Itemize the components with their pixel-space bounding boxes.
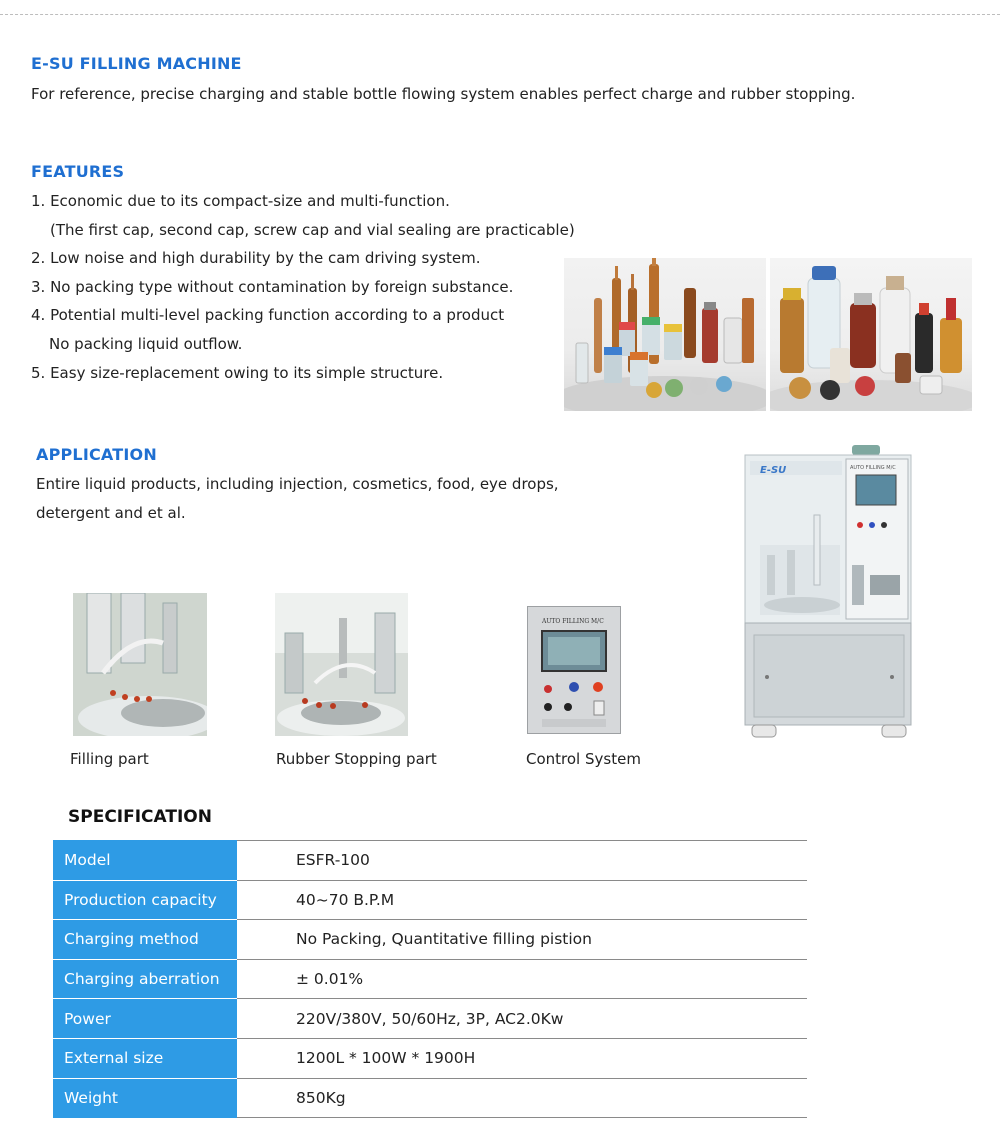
feature-item: (The first cap, second cap, screw cap and vial sealing are practicable) (50, 220, 575, 239)
filling-part-caption: Filling part (70, 750, 149, 768)
intro-text: For reference, precise charging and stable bottle flowing system enables perfect charge and rubber stopping. (31, 85, 856, 103)
feature-item: 5. Easy size-replacement owing to its simple structure. (31, 363, 444, 382)
feature-item: 1. Economic due to its compact-size and multi-function. (31, 192, 450, 210)
spec-key: Production capacity (53, 880, 237, 920)
spec-value: 220V/380V, 50/60Hz, 3P, AC2.0Kw (237, 999, 807, 1039)
spec-value: ± 0.01% (237, 959, 807, 999)
spec-key: Charging aberration (53, 959, 237, 999)
table-row (53, 1078, 807, 1118)
table-row (53, 920, 807, 960)
application-line: detergent and et al. (36, 503, 186, 522)
feature-item: No packing liquid outflow. (49, 334, 243, 353)
table-row (53, 999, 807, 1039)
spec-value: 40~70 B.P.M (237, 880, 807, 920)
control-panel-label: AUTO FILLING M/C (542, 618, 604, 625)
machine-title: E-SU FILLING MACHINE (31, 54, 242, 73)
table-row (53, 959, 807, 999)
feature-item: 4. Potential multi-level packing function according to a product (31, 306, 505, 325)
machine-panel-label: AUTO FILLING M/C (850, 465, 896, 471)
control-system-photo (527, 606, 621, 734)
machine-brand-label: E-SU (760, 465, 787, 476)
top-divider (0, 14, 1000, 15)
filling-part-photo (73, 593, 207, 736)
feature-item: 2. Low noise and high durability by the cam driving system. (31, 249, 481, 268)
table-row (53, 1038, 807, 1078)
table-row (53, 880, 807, 920)
spec-key: Model (53, 841, 237, 881)
spec-value: 1200L * 100W * 1900H (237, 1038, 807, 1078)
specification-table (53, 840, 807, 1118)
control-system-caption: Control System (526, 750, 641, 768)
application-text (36, 470, 636, 527)
features-list (31, 187, 591, 387)
filling-machine-photo (742, 445, 914, 740)
spec-value: ESFR-100 (237, 841, 807, 881)
rubber-stopping-part-photo (275, 593, 408, 736)
rubber-stopping-part-caption: Rubber Stopping part (276, 750, 437, 768)
features-title: FEATURES (31, 162, 125, 181)
application-title: APPLICATION (36, 445, 157, 464)
specification-title: SPECIFICATION (68, 807, 212, 827)
spec-key: External size (53, 1038, 237, 1078)
spec-value: No Packing, Quantitative filling pistion (237, 920, 807, 960)
feature-item: 3. No packing type without contamination by foreign substance. (31, 277, 514, 296)
spec-key: Power (53, 999, 237, 1039)
spec-value: 850Kg (237, 1078, 807, 1118)
table-row (53, 841, 807, 881)
application-line: Entire liquid products, including injection, cosmetics, food, eye drops, (36, 475, 559, 493)
ampoules-vials-photo (564, 258, 766, 411)
cosmetic-bottles-photo (770, 258, 972, 411)
spec-key: Charging method (53, 920, 237, 960)
spec-key: Weight (53, 1078, 237, 1118)
